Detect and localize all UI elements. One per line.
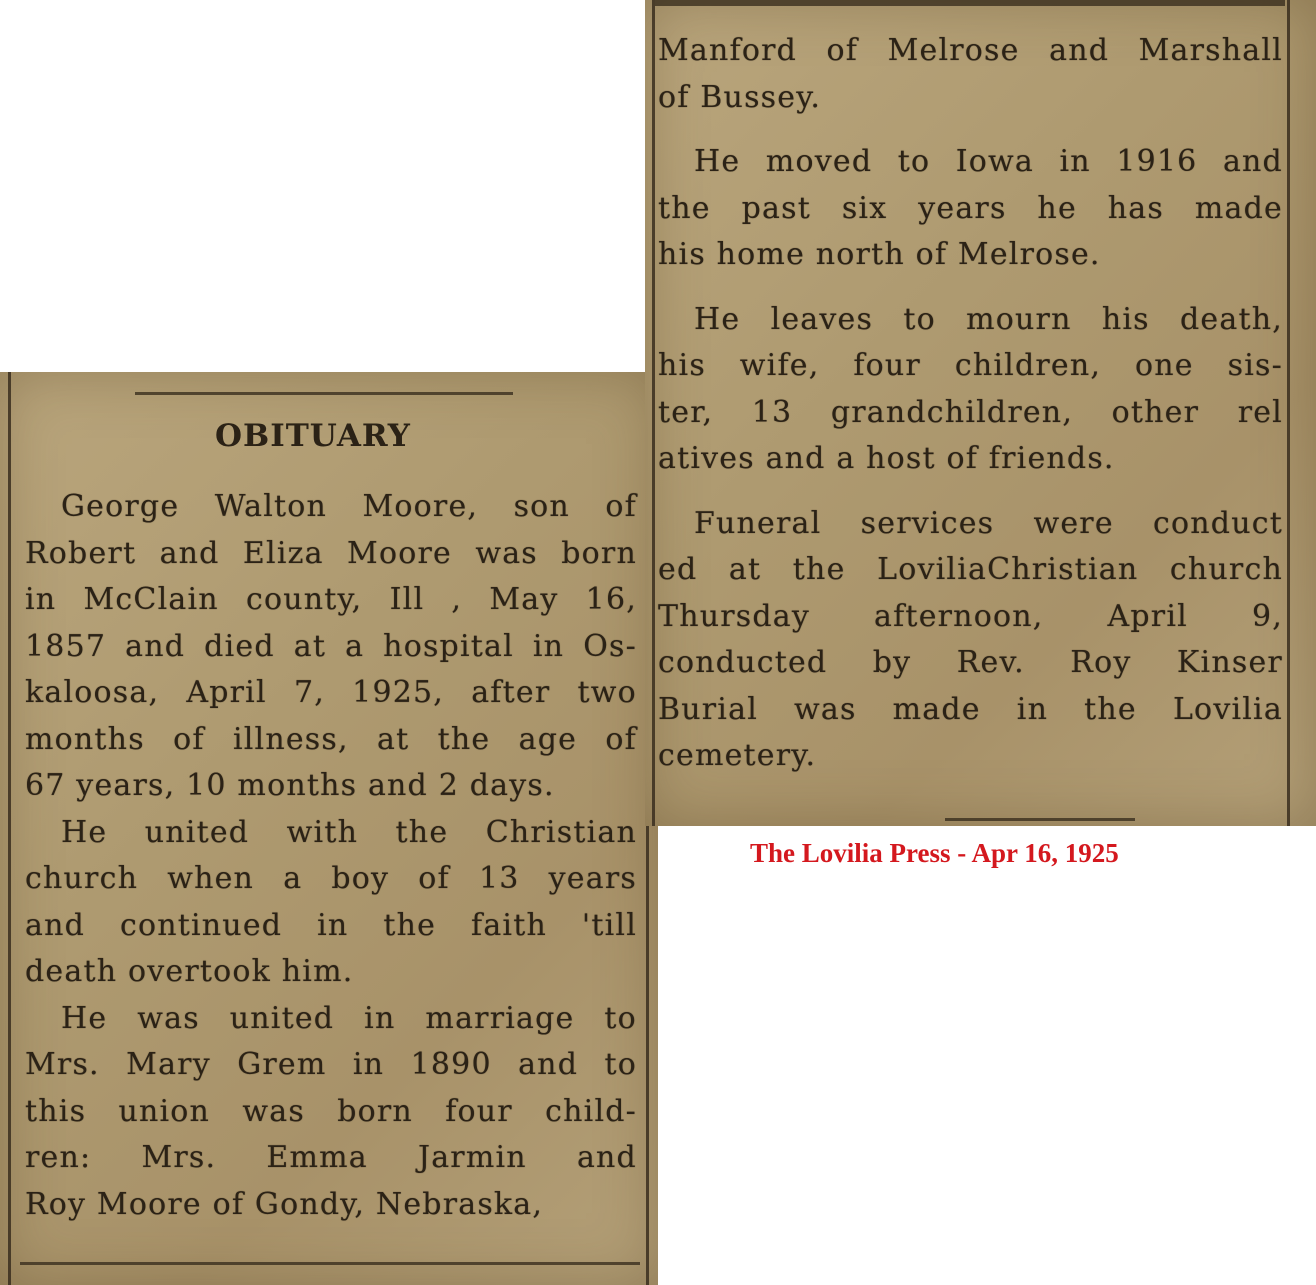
text-line: months of illness, at the age of (25, 721, 637, 757)
paragraph (25, 810, 637, 996)
text-line: He leaves to mourn his death, (694, 301, 1283, 337)
paragraph (25, 484, 637, 810)
text-line: ed at the LoviliaChristian church (658, 552, 1283, 587)
text-line: kaloosa, April 7, 1925, after two (25, 675, 637, 710)
text-line: church when a boy of 13 years (25, 861, 637, 896)
source-caption: The Lovilia Press - Apr 16, 1925 (750, 838, 1119, 868)
text-line: death overtook him. (25, 954, 354, 989)
text-line: He was united in marriage to (61, 1000, 637, 1036)
text-line: 67 years, 10 months and 2 days. (25, 768, 555, 803)
text-line: in McClain county, Ill , May 16, (25, 582, 637, 617)
text-line: this union was born four child- (25, 1093, 637, 1129)
separator-rule (135, 392, 513, 395)
bottom-rule (945, 818, 1135, 821)
bottom-rule (20, 1262, 640, 1265)
text-line: atives and a host of friends. (658, 441, 1115, 476)
text-line: his wife, four children, one sis- (658, 348, 1283, 383)
text-line: Thursday afternoon, April 9, (658, 598, 1283, 634)
right-column-text (658, 28, 1283, 780)
obituary-heading: OBITUARY (215, 418, 411, 454)
paragraph (25, 996, 637, 1229)
text-line: Manford of Melrose and Marshall (658, 33, 1283, 68)
text-line: and continued in the faith 'till (25, 907, 637, 943)
text-line: the past six years he has made (658, 190, 1283, 226)
column-rule (652, 0, 655, 826)
paragraph (658, 139, 1283, 279)
text-line: Funeral services were conduct (694, 505, 1283, 541)
text-line: ter, 13 grandchildren, other rel (658, 394, 1283, 430)
text-line: ren: Mrs. Emma Jarmin and (25, 1140, 637, 1175)
text-line: Robert and Eliza Moore was born (25, 535, 637, 571)
text-line: Mrs. Mary Grem in 1890 and to (25, 1047, 637, 1082)
paragraph (658, 28, 1283, 121)
text-line: George Walton Moore, son of (61, 489, 637, 524)
text-line: his home north of Melrose. (658, 237, 1101, 272)
column-rule (8, 372, 11, 1285)
text-line: Roy Moore of Gondy, Nebraska, (25, 1186, 544, 1222)
text-line: 1857 and died at a hospital in Os- (25, 628, 637, 664)
left-column-text (25, 484, 637, 1228)
column-rule (1287, 0, 1290, 826)
text-line: conducted by Rev. Roy Kinser (658, 645, 1283, 680)
text-line: He united with the Christian (61, 814, 637, 850)
text-line: He moved to Iowa in 1916 and (694, 144, 1283, 179)
top-rule (655, 0, 1285, 6)
text-line: of Bussey. (658, 79, 822, 115)
text-line: Burial was made in the Lovilia (658, 691, 1283, 727)
paragraph (658, 297, 1283, 483)
clipping-left (0, 372, 658, 1285)
clipping-right (645, 0, 1316, 826)
paragraph (658, 501, 1283, 780)
text-line: cemetery. (658, 738, 817, 773)
